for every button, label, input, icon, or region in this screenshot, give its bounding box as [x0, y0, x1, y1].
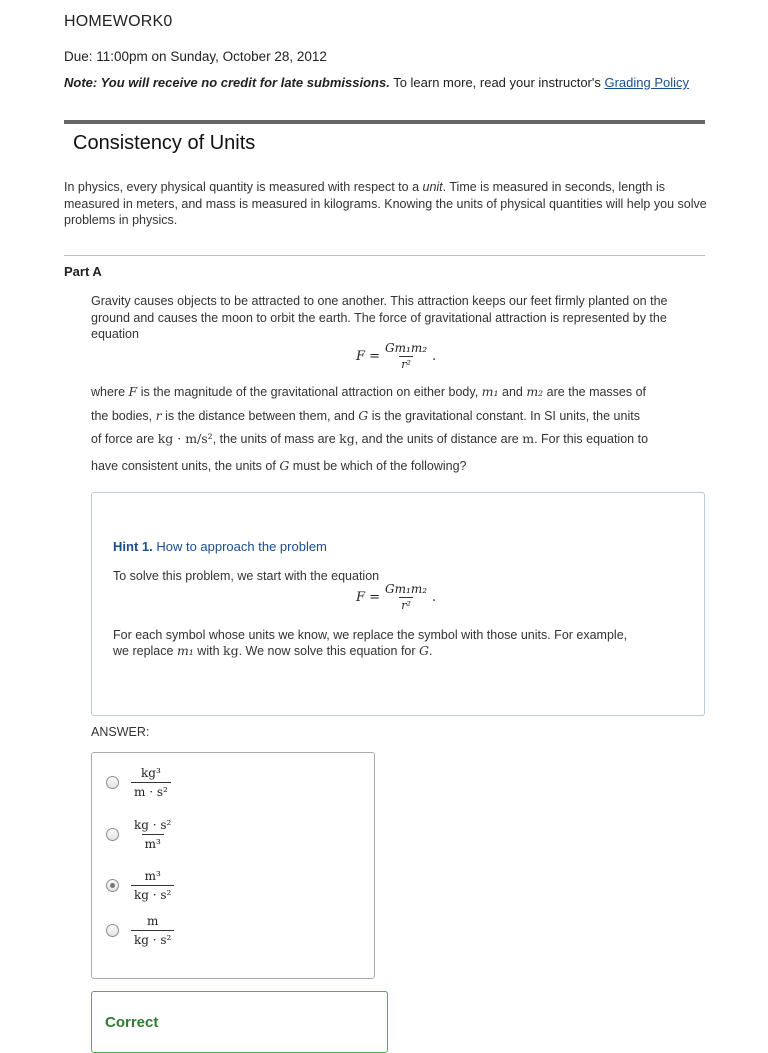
- answer-label: ANSWER:: [91, 725, 150, 739]
- text: are the masses of: [543, 385, 647, 399]
- equation-tail: .: [432, 348, 437, 364]
- text: . We now solve this equation for: [238, 644, 419, 658]
- text: .: [429, 644, 433, 658]
- hint-text-2: For each symbol whose units we know, we replace the symbol with those units. For example,: [113, 628, 628, 642]
- equation-lhs: F =: [356, 348, 381, 364]
- text: we replace: [113, 644, 177, 658]
- equation-denominator: r²: [401, 358, 411, 371]
- option-numerator: m: [146, 914, 159, 928]
- symbol-m2: m₂: [526, 384, 544, 399]
- unit-mass: kg: [339, 431, 355, 446]
- late-note-bold: Note: You will receive no credit for late submissions.: [64, 75, 390, 90]
- where-line-4: [91, 458, 705, 475]
- option-denominator: kg · s²: [131, 930, 174, 947]
- symbol-m1: m₁: [481, 384, 499, 399]
- option-numerator: kg · s²: [134, 818, 172, 832]
- text: is the gravitational constant. In SI units, the units: [368, 409, 640, 423]
- intro-paragraph: [64, 179, 710, 229]
- intro-text-1: In physics, every physical quantity is measured with respect to a: [64, 180, 423, 194]
- text: . For this equation to: [534, 432, 649, 446]
- equation-numerator: Gm₁m₂: [385, 341, 428, 355]
- text: must be which of the following?: [289, 459, 467, 473]
- text: where: [91, 385, 129, 399]
- intro-unit-word: unit: [422, 180, 443, 194]
- text: and: [498, 385, 527, 399]
- answer-option-2[interactable]: [106, 818, 174, 851]
- option-fraction: [131, 766, 171, 799]
- late-note: [64, 74, 694, 91]
- text: , the units of mass are: [212, 432, 340, 446]
- hint-number: Hint 1.: [113, 539, 153, 554]
- where-line-3: [91, 431, 705, 448]
- option-fraction: [131, 869, 174, 902]
- part-divider: [64, 255, 705, 256]
- section-title: Consistency of Units: [73, 132, 256, 154]
- symbol-G: G: [419, 643, 429, 658]
- answer-option-1[interactable]: [106, 766, 171, 799]
- gravity-equation: [356, 341, 436, 371]
- option-denominator: m³: [142, 834, 164, 851]
- hint-equation: [356, 582, 436, 612]
- option-fraction: [131, 818, 174, 851]
- option-denominator: m · s²: [131, 782, 171, 799]
- equation-denominator: r²: [401, 599, 411, 612]
- text: is the magnitude of the gravitational attraction on either body,: [137, 385, 482, 399]
- symbol-G: G: [279, 458, 290, 473]
- unit-mass: kg: [223, 643, 239, 658]
- intro-text-2: . Time is measured in seconds, length is measured in meters, and mass is measured in kilograms. Knowing the units of physical quantities will help you solve problems in physics.: [64, 180, 707, 227]
- unit-force: kg · m/s²: [157, 431, 213, 446]
- answer-option-3[interactable]: [106, 869, 174, 902]
- text: have consistent units, the units of: [91, 459, 280, 473]
- homework-title: HOMEWORK0: [64, 13, 173, 30]
- equation-fraction: [383, 582, 429, 612]
- text: with: [193, 644, 223, 658]
- text: , and the units of distance are: [354, 432, 523, 446]
- radio-button-selected[interactable]: [106, 879, 119, 892]
- hint-title: How to approach the problem: [152, 539, 327, 554]
- radio-button[interactable]: [106, 828, 119, 841]
- correct-feedback-label: Correct: [105, 1014, 159, 1031]
- symbol-m1: m₁: [176, 643, 194, 658]
- unit-distance: m: [522, 431, 535, 446]
- text: the bodies,: [91, 409, 156, 423]
- radio-button[interactable]: [106, 924, 119, 937]
- where-line-2: [91, 408, 705, 425]
- option-denominator: kg · s²: [131, 885, 174, 902]
- hint-toggle[interactable]: [113, 539, 327, 554]
- option-numerator: kg³: [141, 766, 161, 780]
- text: is the distance between them, and: [161, 409, 359, 423]
- symbol-F: F: [128, 384, 138, 399]
- equation-lhs: F =: [356, 589, 381, 605]
- text: of force are: [91, 432, 158, 446]
- option-fraction: [131, 914, 174, 947]
- radio-button[interactable]: [106, 776, 119, 789]
- equation-fraction: [383, 341, 429, 371]
- equation-numerator: Gm₁m₂: [385, 582, 428, 596]
- symbol-G: G: [358, 408, 369, 423]
- option-numerator: m³: [144, 869, 161, 883]
- hint-text-1: To solve this problem, we start with the equation: [113, 569, 380, 583]
- symbol-r: r: [155, 408, 162, 423]
- part-a-label: Part A: [64, 264, 102, 279]
- where-line-1: [91, 384, 705, 401]
- grading-policy-link[interactable]: Grading Policy: [604, 75, 690, 90]
- part-a-paragraph: Gravity causes objects to be attracted to one another. This attraction keeps our feet firmly planted on the ground and causes the moon to orbit the earth. The force of gravitational attraction is represented by the equation: [91, 294, 668, 341]
- hint-text-3: [113, 643, 693, 660]
- due-date: Due: 11:00pm on Sunday, October 28, 2012: [64, 49, 327, 64]
- equation-tail: .: [432, 589, 437, 605]
- answer-option-4[interactable]: [106, 914, 174, 947]
- section-divider: [64, 120, 705, 124]
- late-note-text: To learn more, read your instructor's: [389, 75, 605, 90]
